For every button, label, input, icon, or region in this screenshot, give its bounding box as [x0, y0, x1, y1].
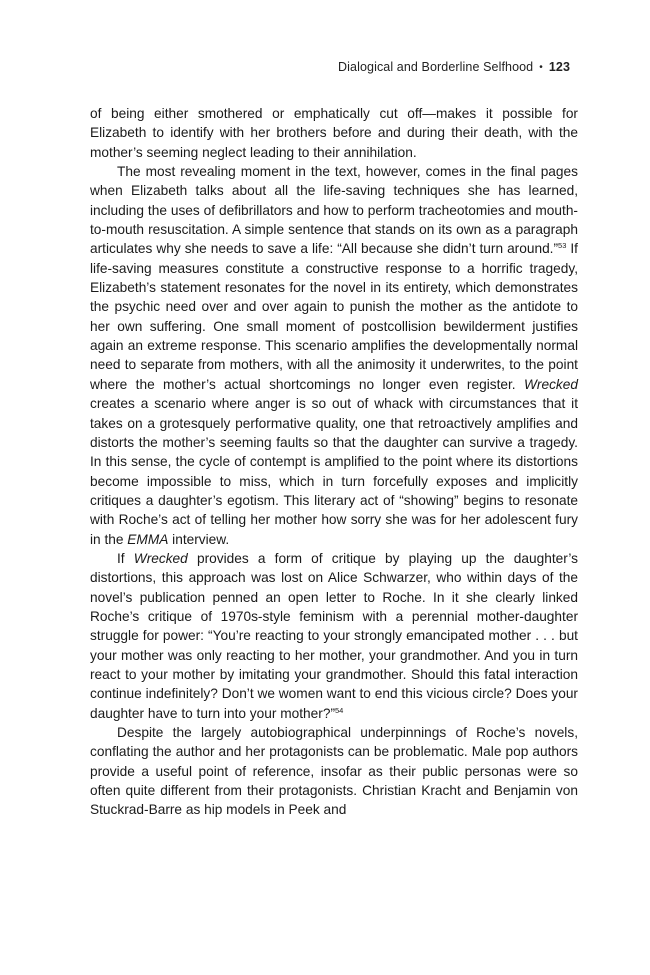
text-run: The most revealing moment in the text, however, comes in the final pages when Elizabeth talks about all the life-saving techniques she has learned, including the uses of defibrillators and how to perform tracheotomies and mouth-to-mouth resuscitation. A simple sentence that stands on its own as a paragraph articulates why she needs to save a life: “All because she didn’t turn around.” — [90, 164, 578, 257]
footnote-ref-54[interactable]: 54 — [335, 705, 344, 715]
text-run: If — [117, 550, 134, 566]
footnote-ref-53[interactable]: 53 — [558, 241, 567, 251]
text-run: of being either smothered or emphatically cut off—makes it possible for Elizabeth to identify with her brothers before and during their death, with the mother’s seeming neglect leading to their annihilation. — [90, 106, 578, 160]
text-run: If life-saving measures constitute a constructive response to a horrific tragedy, Elizabeth’s statement resonates for the novel in its entirety, which demonstrates the psychic need over and over again to punish the mother as the antidote to her own suffering. One small moment of postcollision bewilderment justifies again an extreme response. This scenario amplifies the developmentally normal need to separate from mothers, with all the animosity it underwrites, to the point where the mother’s actual shortcomings no longer even register. — [90, 241, 578, 392]
paragraph — [90, 723, 578, 820]
text-run: provides a form of critique by playing up the daughter’s distortions, this approach was lost on Alice Schwarzer, who within days of the novel’s publication penned an open letter to Roche. In it she clearly linked Roche’s critique of 1970s-style feminism with a perennial mother-daughter struggle for power: “You’re reacting to your strongly emancipated mother . . . but your mother was only reacting to her mother, your grandmother. And you in turn react to your mother by imitating your grandmother. Should this fatal interaction continue indefinitely? Don’t we women want to end this vicious circle? Does your daughter have to turn into your mother?” — [90, 550, 578, 721]
header-separator: • — [539, 62, 543, 73]
paragraph — [90, 549, 578, 723]
paragraph — [90, 104, 578, 162]
title-emma: EMMA — [127, 531, 169, 547]
body-text — [90, 104, 578, 820]
title-wrecked: Wrecked — [133, 550, 188, 566]
page-number: 123 — [548, 60, 570, 74]
running-header — [338, 60, 570, 74]
text-run: Despite the largely autobiographical underpinnings of Roche’s novels, conflating the author and her protagonists can be problematic. Male pop authors provide a useful point of reference, insofar as their public personas were so often quite different from their protagonists. Christian Kracht and Benjamin von Stuckrad-Barre as hip models in Peek and — [90, 725, 578, 818]
paragraph — [90, 162, 578, 549]
title-wrecked: Wrecked — [523, 376, 578, 392]
text-run: creates a scenario where anger is so out of whack with circumstances that it takes on a grotesquely performative quality, one that retroactively amplifies and distorts the mother’s seeming faults so that the daughter can survive a tragedy. In this sense, the cycle of contempt is amplified to the point where its distortions become impossible to miss, which in turn forcefully exposes and implicitly critiques a daughter’s egotism. This literary act of “showing” begins to resonate with Roche’s act of telling her mother how sorry she was for her adolescent fury in the — [90, 396, 578, 547]
running-title: Dialogical and Borderline Selfhood — [338, 60, 534, 74]
text-run: interview. — [168, 531, 230, 547]
